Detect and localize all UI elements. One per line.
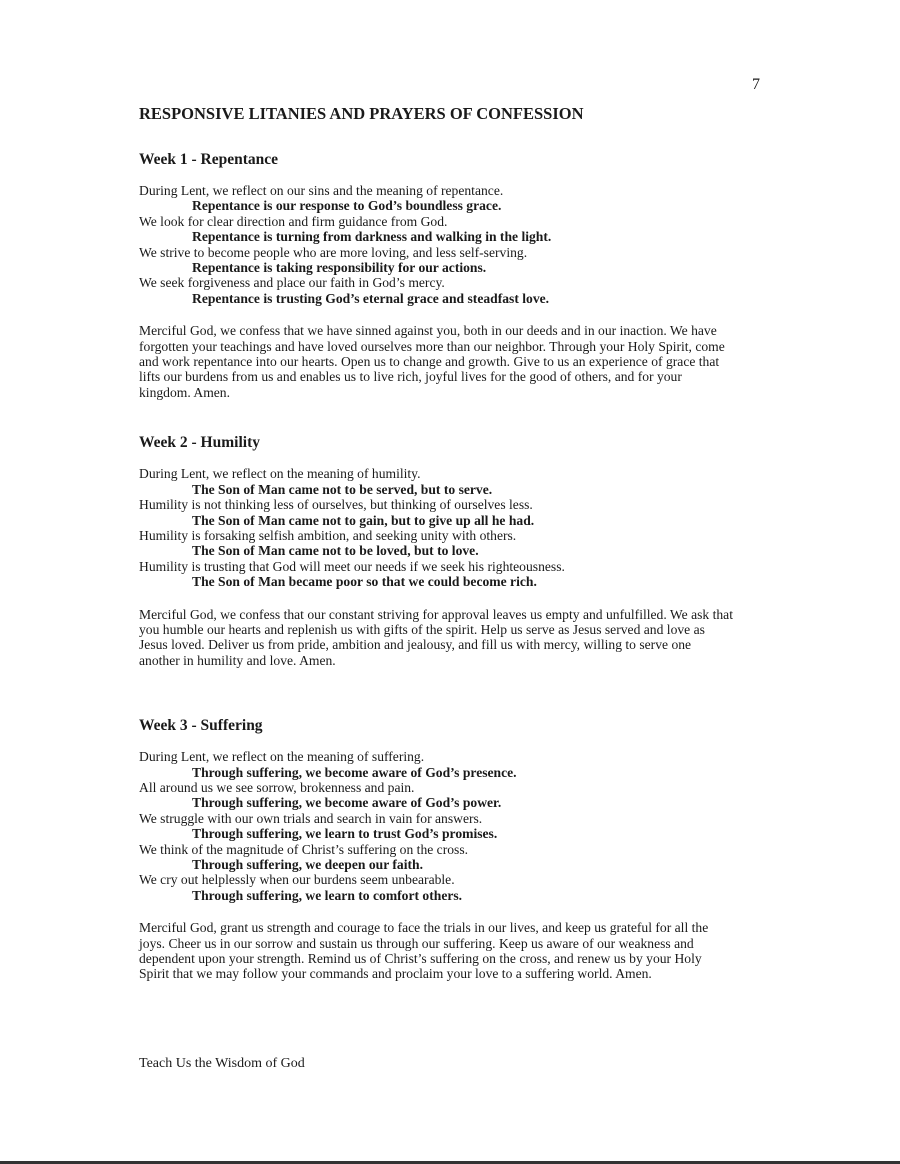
response-line: The Son of Man became poor so that we could become rich. [192,574,537,590]
response-line: Repentance is taking responsibility for our actions. [192,260,487,276]
prayer-of-confession: Merciful God, we confess that our constant striving for approval leaves us empty and unfulfilled. We ask that you humble our hearts and replenish us with gifts of the spirit. Help us serve as Jesus served and love as Jesus loved. Deliver us from pride, ambition and jealousy, and fill us with mercy, willing to serve one another in humility and love. Amen. [139,606,733,668]
response-line: Repentance is turning from darkness and walking in the light. [192,229,552,245]
response-line: The Son of Man came not to be loved, but to love. [192,543,479,559]
litany [139,466,739,589]
leader-line: All around us we see sorrow, brokenness and pain. [139,779,415,795]
response-line: Through suffering, we become aware of God’s presence. [192,764,517,780]
leader-line: During Lent, we reflect on the meaning of suffering. [139,749,425,765]
response-line: Through suffering, we deepen our faith. [192,857,423,872]
leader-line: We strive to become people who are more loving, and less self-serving. [139,244,528,260]
response-line: Through suffering, we become aware of God’s power. [192,795,502,811]
week-heading: Week 1 - Repentance [139,151,279,168]
prayer-of-confession: Merciful God, we confess that we have sinned against you, both in our deeds and in our inaction. We have forgotten your teachings and have loved ourselves more than our neighbor. Through your Holy Spirit, come and work repentance into our hearts. Open us to change and growth. Give to us an experience of grace that lifts our burdens from us and enables us to live rich, joyful lives for the good of others, and for your kingdom. Amen. [139,323,725,400]
response-line: Repentance is our response to God’s boundless grace. [192,198,502,214]
document-body [139,103,739,982]
leader-line: We cry out helplessly when our burdens seem unbearable. [139,872,455,888]
leader-line: We seek forgiveness and place our faith in God’s mercy. [139,275,445,291]
page-number: 7 [752,76,760,93]
leader-line: Humility is not thinking less of ourselves, but thinking of ourselves less. [139,497,533,513]
week-heading: Week 2 - Humility [139,434,260,452]
week-2-section [139,433,739,668]
response-line: The Son of Man came not to be served, but to serve. [192,481,493,497]
page-title: RESPONSIVE LITANIES AND PRAYERS OF CONFESSION [139,104,584,123]
leader-line: Humility is trusting that God will meet our needs if we seek his righteousness. [139,558,565,574]
litany [139,749,739,903]
response-line: The Son of Man came not to gain, but to give up all he had. [192,512,535,528]
prayer-of-confession: Merciful God, grant us strength and courage to face the trials in our lives, and keep us grateful for all the joys. Cheer us in our sorrow and sustain us through our suffering. Keep us aware of our weakness and dependent upon your strength. Remind us of Christ’s suffering on the cross, and renew us by your Holy Spirit that we may follow your commands and proclaim your love to a suffering world. Amen. [139,920,709,982]
leader-line: Humility is forsaking selfish ambition, and seeking unity with others. [139,527,517,543]
response-line: Repentance is trusting God’s eternal grace and steadfast love. [192,290,550,306]
litany [139,183,739,306]
leader-line: We look for clear direction and firm guidance from God. [139,213,448,229]
week-3-section [139,716,739,982]
response-line: Through suffering, we learn to trust God’s promises. [192,826,498,842]
leader-line: We struggle with our own trials and search in vain for answers. [139,810,483,826]
week-1-section [139,150,739,400]
leader-line: We think of the magnitude of Christ’s suffering on the cross. [139,841,469,857]
footer-title: Teach Us the Wisdom of God [139,1056,305,1071]
leader-line: During Lent, we reflect on the meaning of humility. [139,466,421,482]
week-heading: Week 3 - Suffering [139,717,263,735]
leader-line: During Lent, we reflect on our sins and the meaning of repentance. [139,183,504,198]
response-line: Through suffering, we learn to comfort others. [192,887,463,903]
